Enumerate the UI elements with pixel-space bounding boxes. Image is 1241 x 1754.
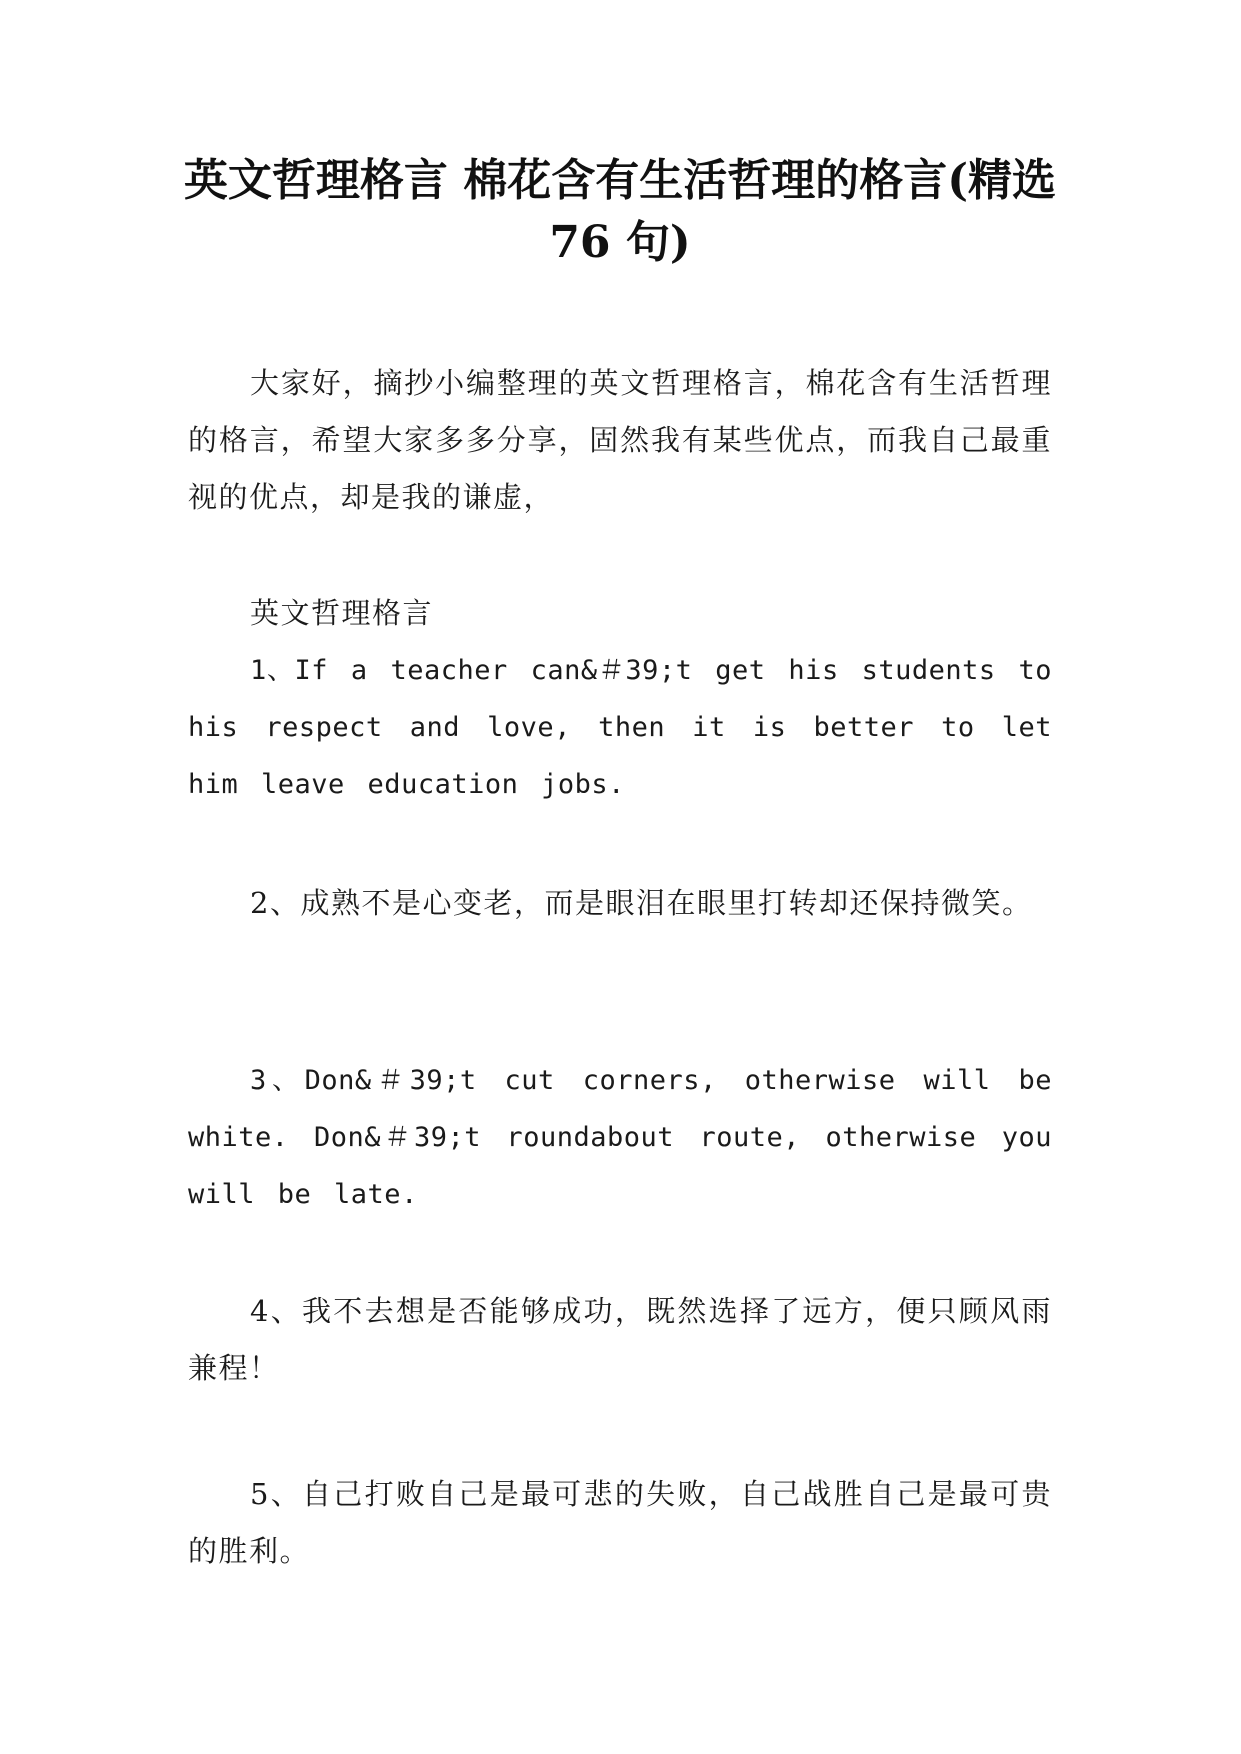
document-title: 英文哲理格言 棉花含有生活哲理的格言(精选 76 句) <box>183 155 1057 268</box>
quote-item: 2、成熟不是心变老，而是眼泪在眼里打转却还保持微笑。 <box>250 886 1033 920</box>
section-heading: 英文哲理格言 <box>250 596 434 630</box>
quote-item: 1、If a teacher can&＃39;t get his students to his respect and love, then it is better to let him leave education jobs. <box>188 655 1052 800</box>
quote-item: 4、我不去想是否能够成功，既然选择了远方，便只顾风雨兼程！ <box>188 1294 1052 1385</box>
quote-item: 3、Don&＃39;t cut corners, otherwise will be white. Don&＃39;t roundabout route, otherwise you will be late. <box>188 1065 1052 1210</box>
quote-item: 5、自己打败自己是最可悲的失败，自己战胜自己是最可贵的胜利。 <box>188 1477 1052 1568</box>
intro-paragraph: 大家好，摘抄小编整理的英文哲理格言，棉花含有生活哲理的格言，希望大家多多分享，固然我有某些优点，而我自己最重视的优点，却是我的谦虚， <box>188 366 1052 514</box>
